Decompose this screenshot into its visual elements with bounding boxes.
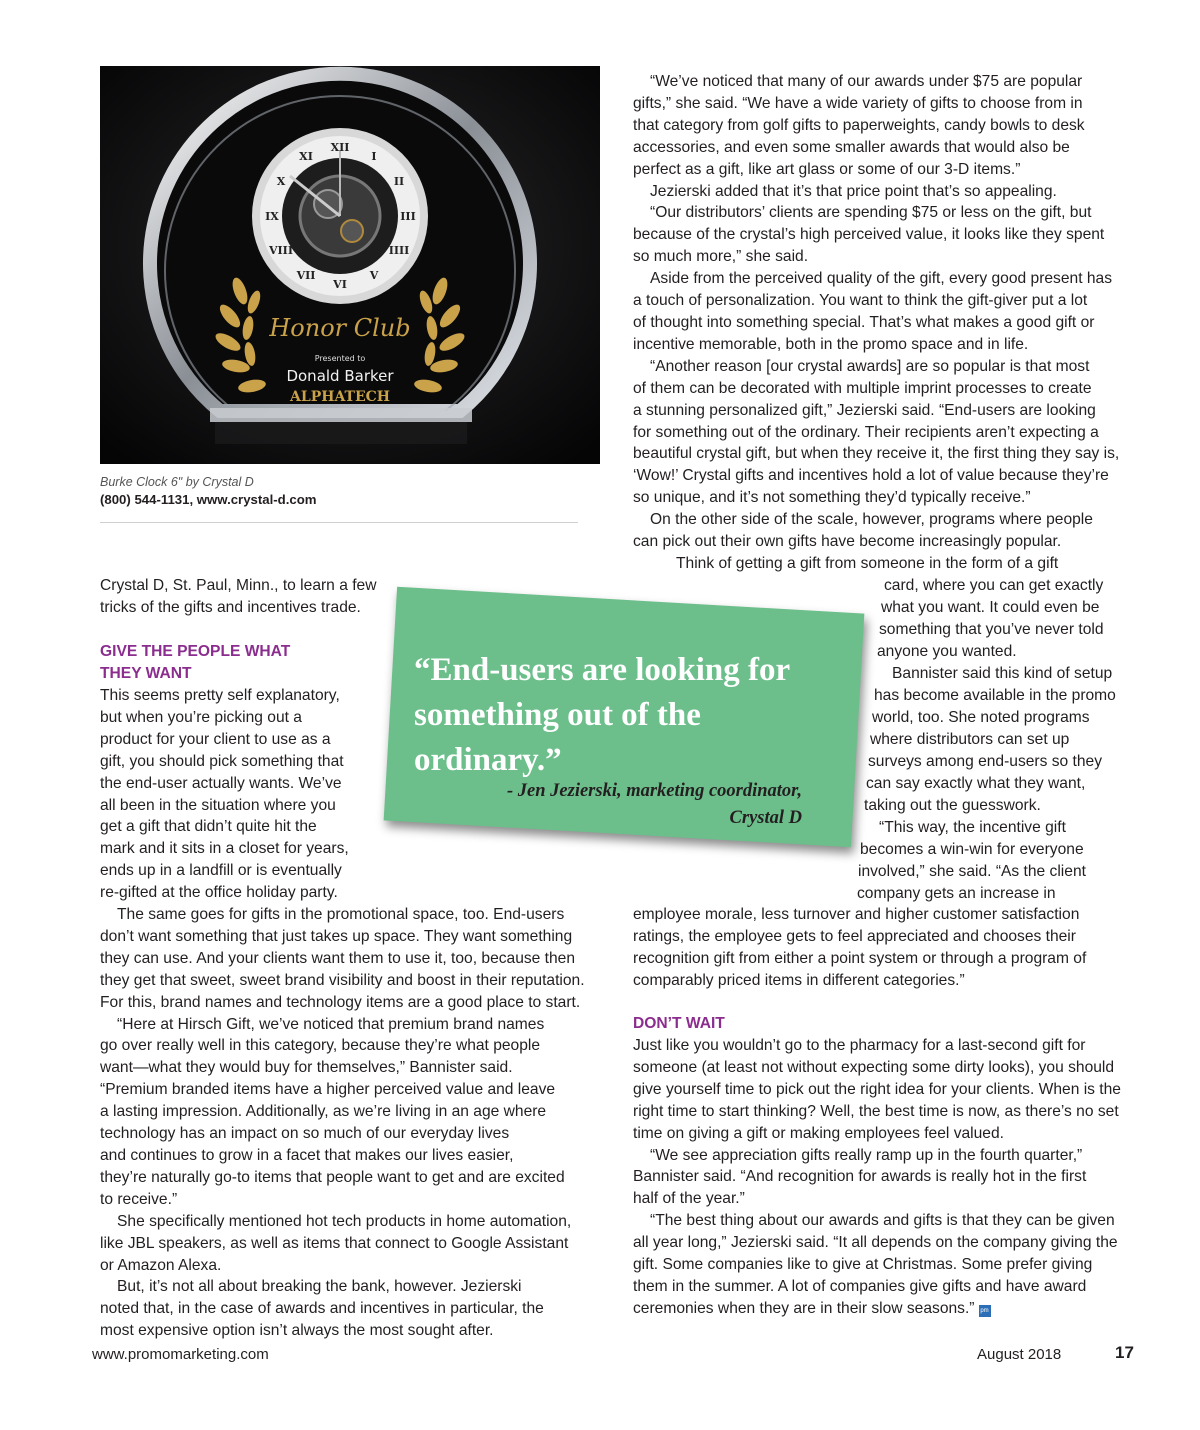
text-line <box>633 1298 1143 1320</box>
text-line: give yourself time to pick out the right idea for your clients. When is the <box>633 1080 1121 1098</box>
text-line: of thought into something special. That’s what makes a good gift or <box>633 313 1095 331</box>
pm-logo-icon: pm <box>979 1305 991 1317</box>
text-line: incentive memorable, both in the promo space and in life. <box>633 335 1029 353</box>
numeral: VII <box>296 269 316 282</box>
numeral: IX <box>265 210 279 223</box>
numeral: I <box>371 150 377 163</box>
text-line: the end-user actually wants. We’ve <box>100 774 342 792</box>
text-line: that category from golf gifts to paperweights, candy bowls to desk <box>633 116 1085 134</box>
heading-line: GIVE THE PEOPLE WHAT <box>100 643 291 660</box>
numeral: III <box>400 210 416 223</box>
text-line: time on giving a gift or making employees feel valued. <box>633 1124 1004 1142</box>
text-line: gifts,” she said. “We have a wide variety of gifts to choose from in <box>633 94 1083 112</box>
text-line: Think of getting a gift from someone in the form of a gift <box>676 555 1059 572</box>
paragraph <box>100 1014 600 1211</box>
pull-quote-text: “End-users are looking for something out of the ordinary.” <box>414 652 790 778</box>
wrap-line: card, where you can get exactly <box>884 577 1104 594</box>
text-line: re-gifted at the office holiday party. <box>100 884 338 902</box>
paragraph <box>633 1145 1143 1211</box>
text-line: get a gift that didn’t quite hit the <box>100 818 317 836</box>
left-narrow-paragraph <box>100 685 380 904</box>
paragraph <box>633 71 1143 181</box>
wrap-line: anyone you wanted. <box>877 643 1017 660</box>
text-line: a touch of personalization. You want to think the gift-giver put a lot <box>633 292 1088 310</box>
think-line <box>676 553 1146 575</box>
text-line: for something out of the ordinary. Their recipients aren’t expecting a <box>633 423 1099 441</box>
wrap-line: involved,” she said. “As the client <box>858 863 1086 880</box>
page-number: 17 <box>1115 1343 1134 1362</box>
text-line: product for your client to use as a <box>100 730 331 748</box>
wrap-line: has become available in the promo <box>874 687 1116 704</box>
text-line: but when you’re picking out a <box>100 708 302 726</box>
text-line: She specifically mentioned hot tech products in home automation, <box>117 1212 572 1230</box>
text-line: so unique, and it’s not something they’d typically receive.” <box>633 489 1031 507</box>
text-line: Crystal D, St. Paul, Minn., to learn a few <box>100 577 377 594</box>
right-continuation <box>633 904 1143 992</box>
text-line: don’t want something that just takes up space. They want something <box>100 927 573 945</box>
caption-product: Burke Clock 6" by Crystal D <box>100 475 254 489</box>
footer-date: August 2018 <box>977 1346 1062 1363</box>
text-line: a stunning personalized gift,” Jezierski said. “End-users are looking <box>633 401 1096 419</box>
wrap-line: company gets an increase in <box>857 885 1056 902</box>
text-line: tricks of the gifts and incentives trade. <box>100 598 361 616</box>
text-line: half of the year.” <box>633 1190 745 1208</box>
numeral: V <box>369 269 379 282</box>
attribution-line: Crystal D <box>729 808 802 828</box>
text-line: recognition gift from either a point system or through a program of <box>633 949 1087 967</box>
paragraph <box>633 1035 1143 1145</box>
text-line: Aside from the perceived quality of the gift, every good present has <box>650 270 1113 288</box>
text-line: “We’ve noticed that many of our awards under $75 are popular <box>650 73 1083 90</box>
text-line: “Premium branded items have a higher perceived value and leave <box>100 1081 556 1099</box>
paragraph <box>633 356 1143 509</box>
text-line: “Our distributors’ clients are spending $75 or less on the gift, but <box>650 204 1092 222</box>
text-line: them in the summer. A lot of companies give gifts and have award <box>633 1277 1087 1295</box>
wrap-line: surveys among end-users so they <box>868 753 1103 770</box>
plaque-company: ALPHATECH <box>289 389 391 405</box>
text-line: can pick out their own gifts have become increasingly popular. <box>633 533 1062 551</box>
numeral: XII <box>330 141 350 154</box>
paragraph <box>100 1211 600 1277</box>
text-line: gift. Some companies like to give at Christmas. Some prefer giving <box>633 1256 1093 1274</box>
photo-caption <box>100 474 316 508</box>
text-line: beautiful crystal gift, but when they receive it, the first thing they say is, <box>633 445 1120 463</box>
text-line: Bannister said. “And recognition for awards is really hot in the first <box>633 1168 1087 1186</box>
numeral: X <box>276 175 286 188</box>
text-line: to receive.” <box>100 1190 178 1208</box>
text-line: ratings, the employee gets to feel appreciated and chooses their <box>633 927 1076 945</box>
text-line: or Amazon Alexa. <box>100 1256 222 1274</box>
text-line: comparably priced items in different categories.” <box>633 971 965 989</box>
text-line: go over really well in this category, because they’re what people <box>100 1037 541 1055</box>
text-line: mark and it sits in a closet for years, <box>100 840 349 858</box>
text-line: a lasting impression. Additionally, as we’re living in an age where <box>100 1103 547 1121</box>
plaque-name: Donald Barker <box>286 367 394 385</box>
right-column-top <box>633 71 1143 553</box>
paragraph <box>100 1276 600 1342</box>
section-heading-give-people <box>100 641 380 685</box>
numeral: XI <box>299 150 313 163</box>
wrap-line: becomes a win-win for everyone <box>860 841 1084 858</box>
text-line: employee morale, less turnover and higher customer satisfaction <box>633 906 1080 923</box>
plaque-presented-to: Presented to <box>314 354 366 363</box>
numeral: VI <box>333 278 347 291</box>
text-line: “The best thing about our awards and gifts is that they can be given <box>650 1212 1115 1230</box>
text-line: “We see appreciation gifts really ramp up in the fourth quarter,” <box>650 1146 1083 1164</box>
text-line: gift, you should pick something that <box>100 752 344 770</box>
text-line: ‘Wow!’ Crystal gifts and incentives hold a lot of value because they’re <box>633 467 1109 485</box>
product-photo <box>100 66 600 464</box>
numeral: VIII <box>269 244 293 257</box>
text-line: and continues to grow in a facet that makes our lives easier, <box>100 1146 514 1164</box>
attribution-line: - Jen Jezierski, marketing coordinator, <box>507 781 802 801</box>
paragraph <box>633 268 1143 356</box>
wrap-line: something that you’ve never told <box>879 621 1104 638</box>
text-line: “Another reason [our crystal awards] are so popular is that most <box>650 357 1090 375</box>
wrap-line: where distributors can set up <box>870 731 1070 748</box>
crystal-clock-award-image <box>100 66 600 464</box>
text-line: like JBL speakers, as well as items that connect to Google Assistant <box>100 1234 569 1252</box>
text-line: noted that, in the case of awards and incentives in particular, the <box>100 1300 544 1318</box>
text-line: so much more,” she said. <box>633 248 809 266</box>
paragraph <box>633 509 1143 553</box>
wrap-line: “This way, the incentive gift <box>879 819 1066 836</box>
text-line: because of the crystal’s high perceived value, it looks like they spent <box>633 226 1105 244</box>
pull-quote-attribution <box>420 778 802 832</box>
text-line: Just like you wouldn’t go to the pharmacy for a last-second gift for <box>633 1037 1086 1054</box>
plaque-title: Honor Club <box>269 314 411 342</box>
text-line: For this, brand names and technology items are a good place to start. <box>100 993 581 1011</box>
wrap-line: Bannister said this kind of setup <box>892 665 1113 682</box>
paragraph <box>633 202 1143 268</box>
text-line: perfect as a gift, like art glass or some of our 3-D items.” <box>633 160 1021 178</box>
footer-url: www.promomarketing.com <box>92 1346 269 1363</box>
right-column-bottom <box>633 1035 1143 1320</box>
text-line: they get that sweet, sweet brand visibility and boost in their reputation. <box>100 971 585 989</box>
text-line: they’re naturally go-to items that people want to get and are excited <box>100 1168 565 1186</box>
text-line: This seems pretty self explanatory, <box>100 687 340 704</box>
wrap-line: what you want. It could even be <box>881 599 1100 616</box>
text-line: they can use. And your clients want them to use it, too, because then <box>100 949 576 967</box>
text-line: most expensive option isn’t always the most sought after. <box>100 1322 494 1340</box>
text-line: “Here at Hirsch Gift, we’ve noticed that premium brand names <box>117 1015 545 1033</box>
wrap-line: world, too. She noted programs <box>872 709 1090 726</box>
heading-line: THEY WANT <box>100 664 192 682</box>
text-line: right time to start thinking? Well, the best time is now, as there’s no set <box>633 1102 1119 1120</box>
paragraph <box>633 1210 1143 1320</box>
text-line: ends up in a landfill or is eventually <box>100 862 342 880</box>
caption-contact: (800) 544-1131, www.crystal-d.com <box>100 492 317 507</box>
wrap-line: can say exactly what they want, <box>866 775 1086 792</box>
caption-divider <box>100 522 578 523</box>
paragraph <box>633 181 1143 203</box>
numeral: II <box>393 175 405 188</box>
paragraph <box>100 904 600 1014</box>
text-line: On the other side of the scale, however, programs where people <box>650 511 1093 529</box>
text-line: want—what they would buy for themselves,” Bannister said. <box>100 1059 513 1077</box>
text-line: all year long,” Jezierski said. “It all depends on the company giving the <box>633 1234 1118 1252</box>
text-line: The same goes for gifts in the promotional space, too. End-users <box>117 906 565 923</box>
text-line: of them can be decorated with multiple imprint processes to create <box>633 379 1092 397</box>
text-fragment: ceremonies when they are in their slow seasons.” <box>633 1299 975 1317</box>
text-line: accessories, and even some smaller awards that would also be <box>633 138 1070 156</box>
text-line: someone (at least not without expecting some dirty looks), you should <box>633 1058 1115 1076</box>
text-line: But, it’s not all about breaking the bank, however. Jezierski <box>117 1278 522 1296</box>
wrap-line: taking out the guesswork. <box>864 797 1041 814</box>
numeral: IIII <box>388 244 410 257</box>
text-line: technology has an impact on so much of our everyday lives <box>100 1125 510 1143</box>
section-heading-dont-wait: DON’T WAIT <box>633 1015 725 1032</box>
left-column-body <box>100 904 600 1342</box>
text-line: all been in the situation where you <box>100 796 336 814</box>
text-line: Jezierski added that it’s that price point that’s so appealing. <box>650 182 1057 200</box>
